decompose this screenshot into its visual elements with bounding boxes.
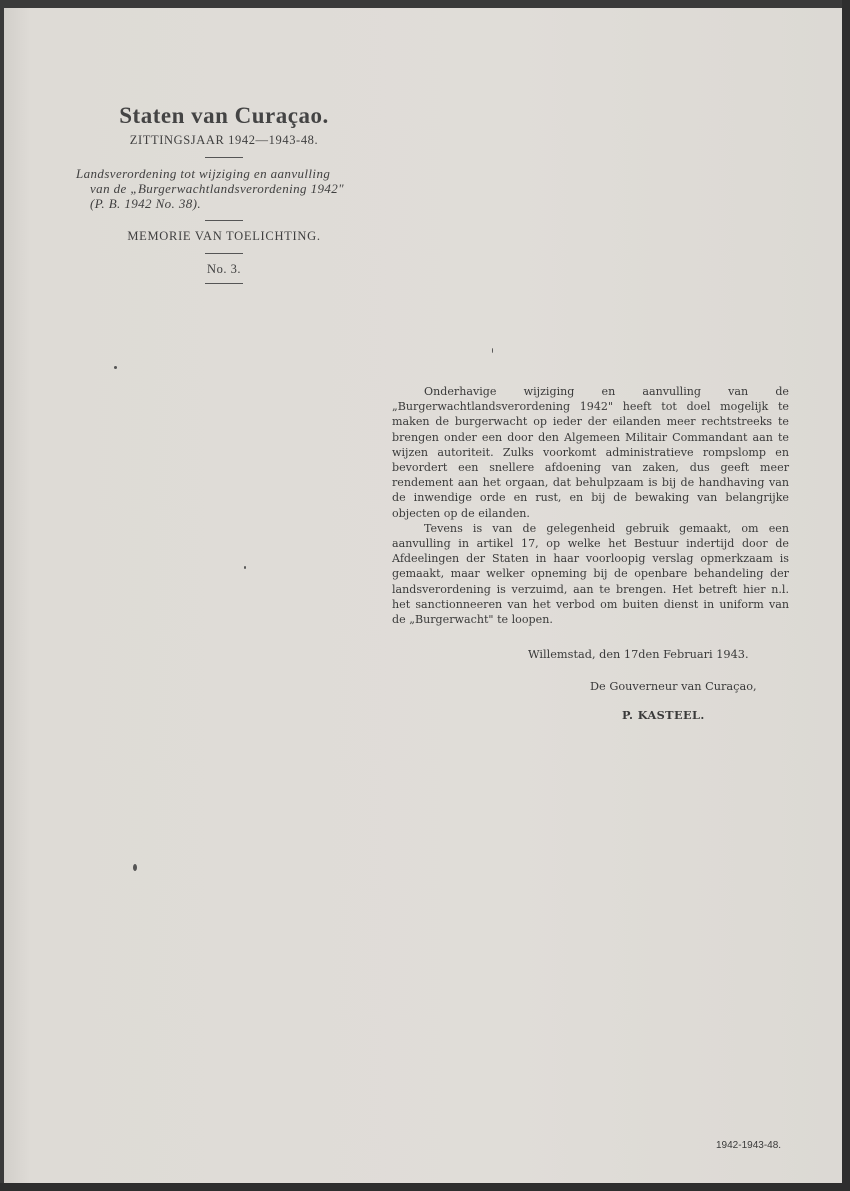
subject-line: van de „Burgerwachtlandsverordening 1942" <box>90 181 345 196</box>
paper-speck <box>114 366 117 369</box>
signatory-name: P. KASTEEL. <box>622 708 705 722</box>
place-date: Willemstad, den 17den Februari 1943. <box>528 648 749 661</box>
session-year: ZITTINGSJAAR 1942—1943-48. <box>129 133 319 147</box>
signatory-role: De Gouverneur van Curaçao, <box>590 680 757 693</box>
document-type: MEMORIE VAN TOELICHTING. <box>127 229 321 243</box>
subject <box>64 166 384 211</box>
document-header <box>64 103 384 292</box>
document-number: No. 3. <box>207 262 241 276</box>
divider <box>205 253 243 254</box>
divider <box>205 220 243 221</box>
scan-border-right <box>842 0 850 1191</box>
paper-speck <box>133 864 137 871</box>
divider <box>205 283 243 284</box>
scan-border-bottom <box>0 1183 850 1191</box>
divider <box>205 157 243 158</box>
document-page <box>4 8 842 1183</box>
body-text <box>392 384 789 627</box>
paper-speck <box>492 348 493 353</box>
paragraph: Tevens is van de gelegenheid gebruik gemaakt, om een aanvulling in artikel 17, op welke het Bestuur indertijd door de Afdeelingen der Staten in haar voorloopig verslag opmerkzaam is gemaakt, maar welker opneming bij de openbare behandeling der landsverordening is verzuimd, aan te brengen. Het betreft hier n.l. het sanctionneeren van het verbod om buiten dienst in uniform van de „Burgerwacht" te loopen. <box>392 521 789 627</box>
subject-line: Landsverordening tot wijziging en aanvulling <box>76 166 331 181</box>
subject-line: (P. B. 1942 No. 38). <box>90 196 202 211</box>
paragraph: Onderhavige wijziging en aanvulling van de „Burgerwachtlandsverordening 1942" heeft tot doel mogelijk te maken de burgerwacht op ieder der eilanden meer rechtstreeks te brengen onder een door den Algemeen Militair Commandant aan te wijzen autoriteit. Zulks voorkomt administratieve rompslomp en bevordert een snellere afdoening van zaken, dus geeft meer rendement aan het orgaan, dat behulpzaam is bij de handhaving van de inwendige orde en rust, en bij de bewaking van belangrijke objecten op de eilanden. <box>392 385 789 520</box>
page-title: Staten van Curaçao. <box>119 103 329 128</box>
paper-speck <box>244 566 246 569</box>
footer-code: 1942-1943-48. <box>716 1140 782 1151</box>
